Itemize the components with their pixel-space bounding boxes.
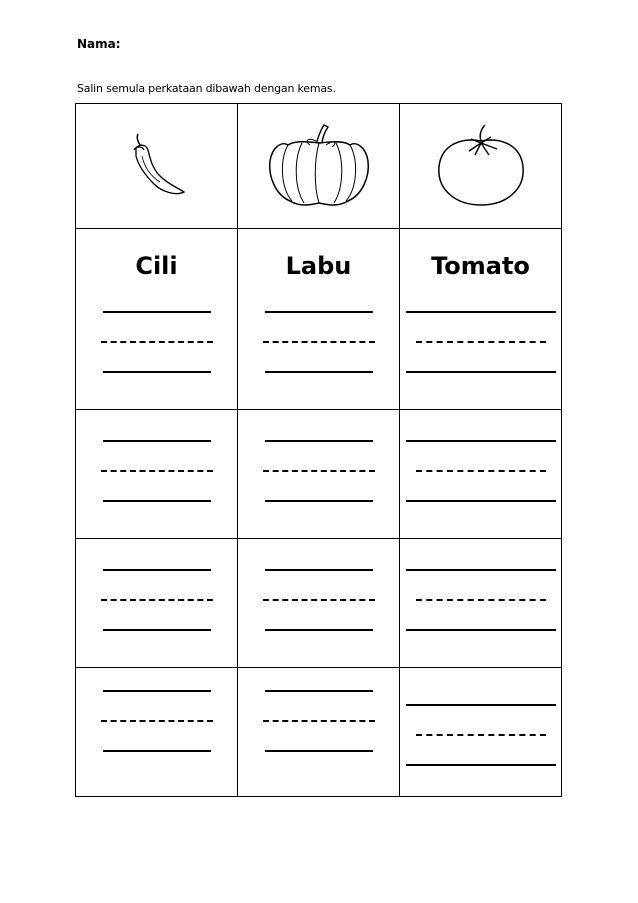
base-line xyxy=(265,750,373,752)
word-cell-labu xyxy=(238,229,400,410)
practice-cell[interactable] xyxy=(400,668,562,797)
base-line xyxy=(265,500,373,502)
name-label: Nama: xyxy=(77,37,121,51)
base-line xyxy=(103,629,211,631)
picture-cell-tomato xyxy=(400,104,562,229)
practice-cell[interactable] xyxy=(400,539,562,668)
base-line xyxy=(406,371,556,373)
practice-row xyxy=(76,410,562,539)
practice-cell[interactable] xyxy=(238,539,400,668)
chili-icon xyxy=(112,126,202,206)
instruction-text: Salin semula perkataan dibawah dengan kemas. xyxy=(77,82,336,95)
practice-cell[interactable] xyxy=(238,668,400,797)
practice-cell[interactable] xyxy=(76,539,238,668)
picture-row xyxy=(76,104,562,229)
base-line xyxy=(265,629,373,631)
practice-row xyxy=(76,539,562,668)
word-cell-tomato xyxy=(400,229,562,410)
base-line xyxy=(103,500,211,502)
practice-cell[interactable] xyxy=(238,410,400,539)
practice-cell[interactable] xyxy=(76,410,238,539)
base-line xyxy=(265,371,373,373)
base-line xyxy=(406,764,556,766)
word-tomato: Tomato xyxy=(431,252,530,280)
word-row xyxy=(76,229,562,410)
word-cell-cili xyxy=(76,229,238,410)
word-labu: Labu xyxy=(285,252,352,280)
pumpkin-icon xyxy=(264,123,374,209)
practice-row xyxy=(76,668,562,797)
worksheet-table xyxy=(75,103,562,797)
tomato-icon xyxy=(431,123,531,209)
picture-cell-chili xyxy=(76,104,238,229)
base-line xyxy=(103,371,211,373)
base-line xyxy=(103,750,211,752)
picture-cell-pumpkin xyxy=(238,104,400,229)
word-cili: Cili xyxy=(135,252,178,280)
practice-cell[interactable] xyxy=(400,410,562,539)
base-line xyxy=(406,500,556,502)
base-line xyxy=(406,629,556,631)
practice-cell[interactable] xyxy=(76,668,238,797)
